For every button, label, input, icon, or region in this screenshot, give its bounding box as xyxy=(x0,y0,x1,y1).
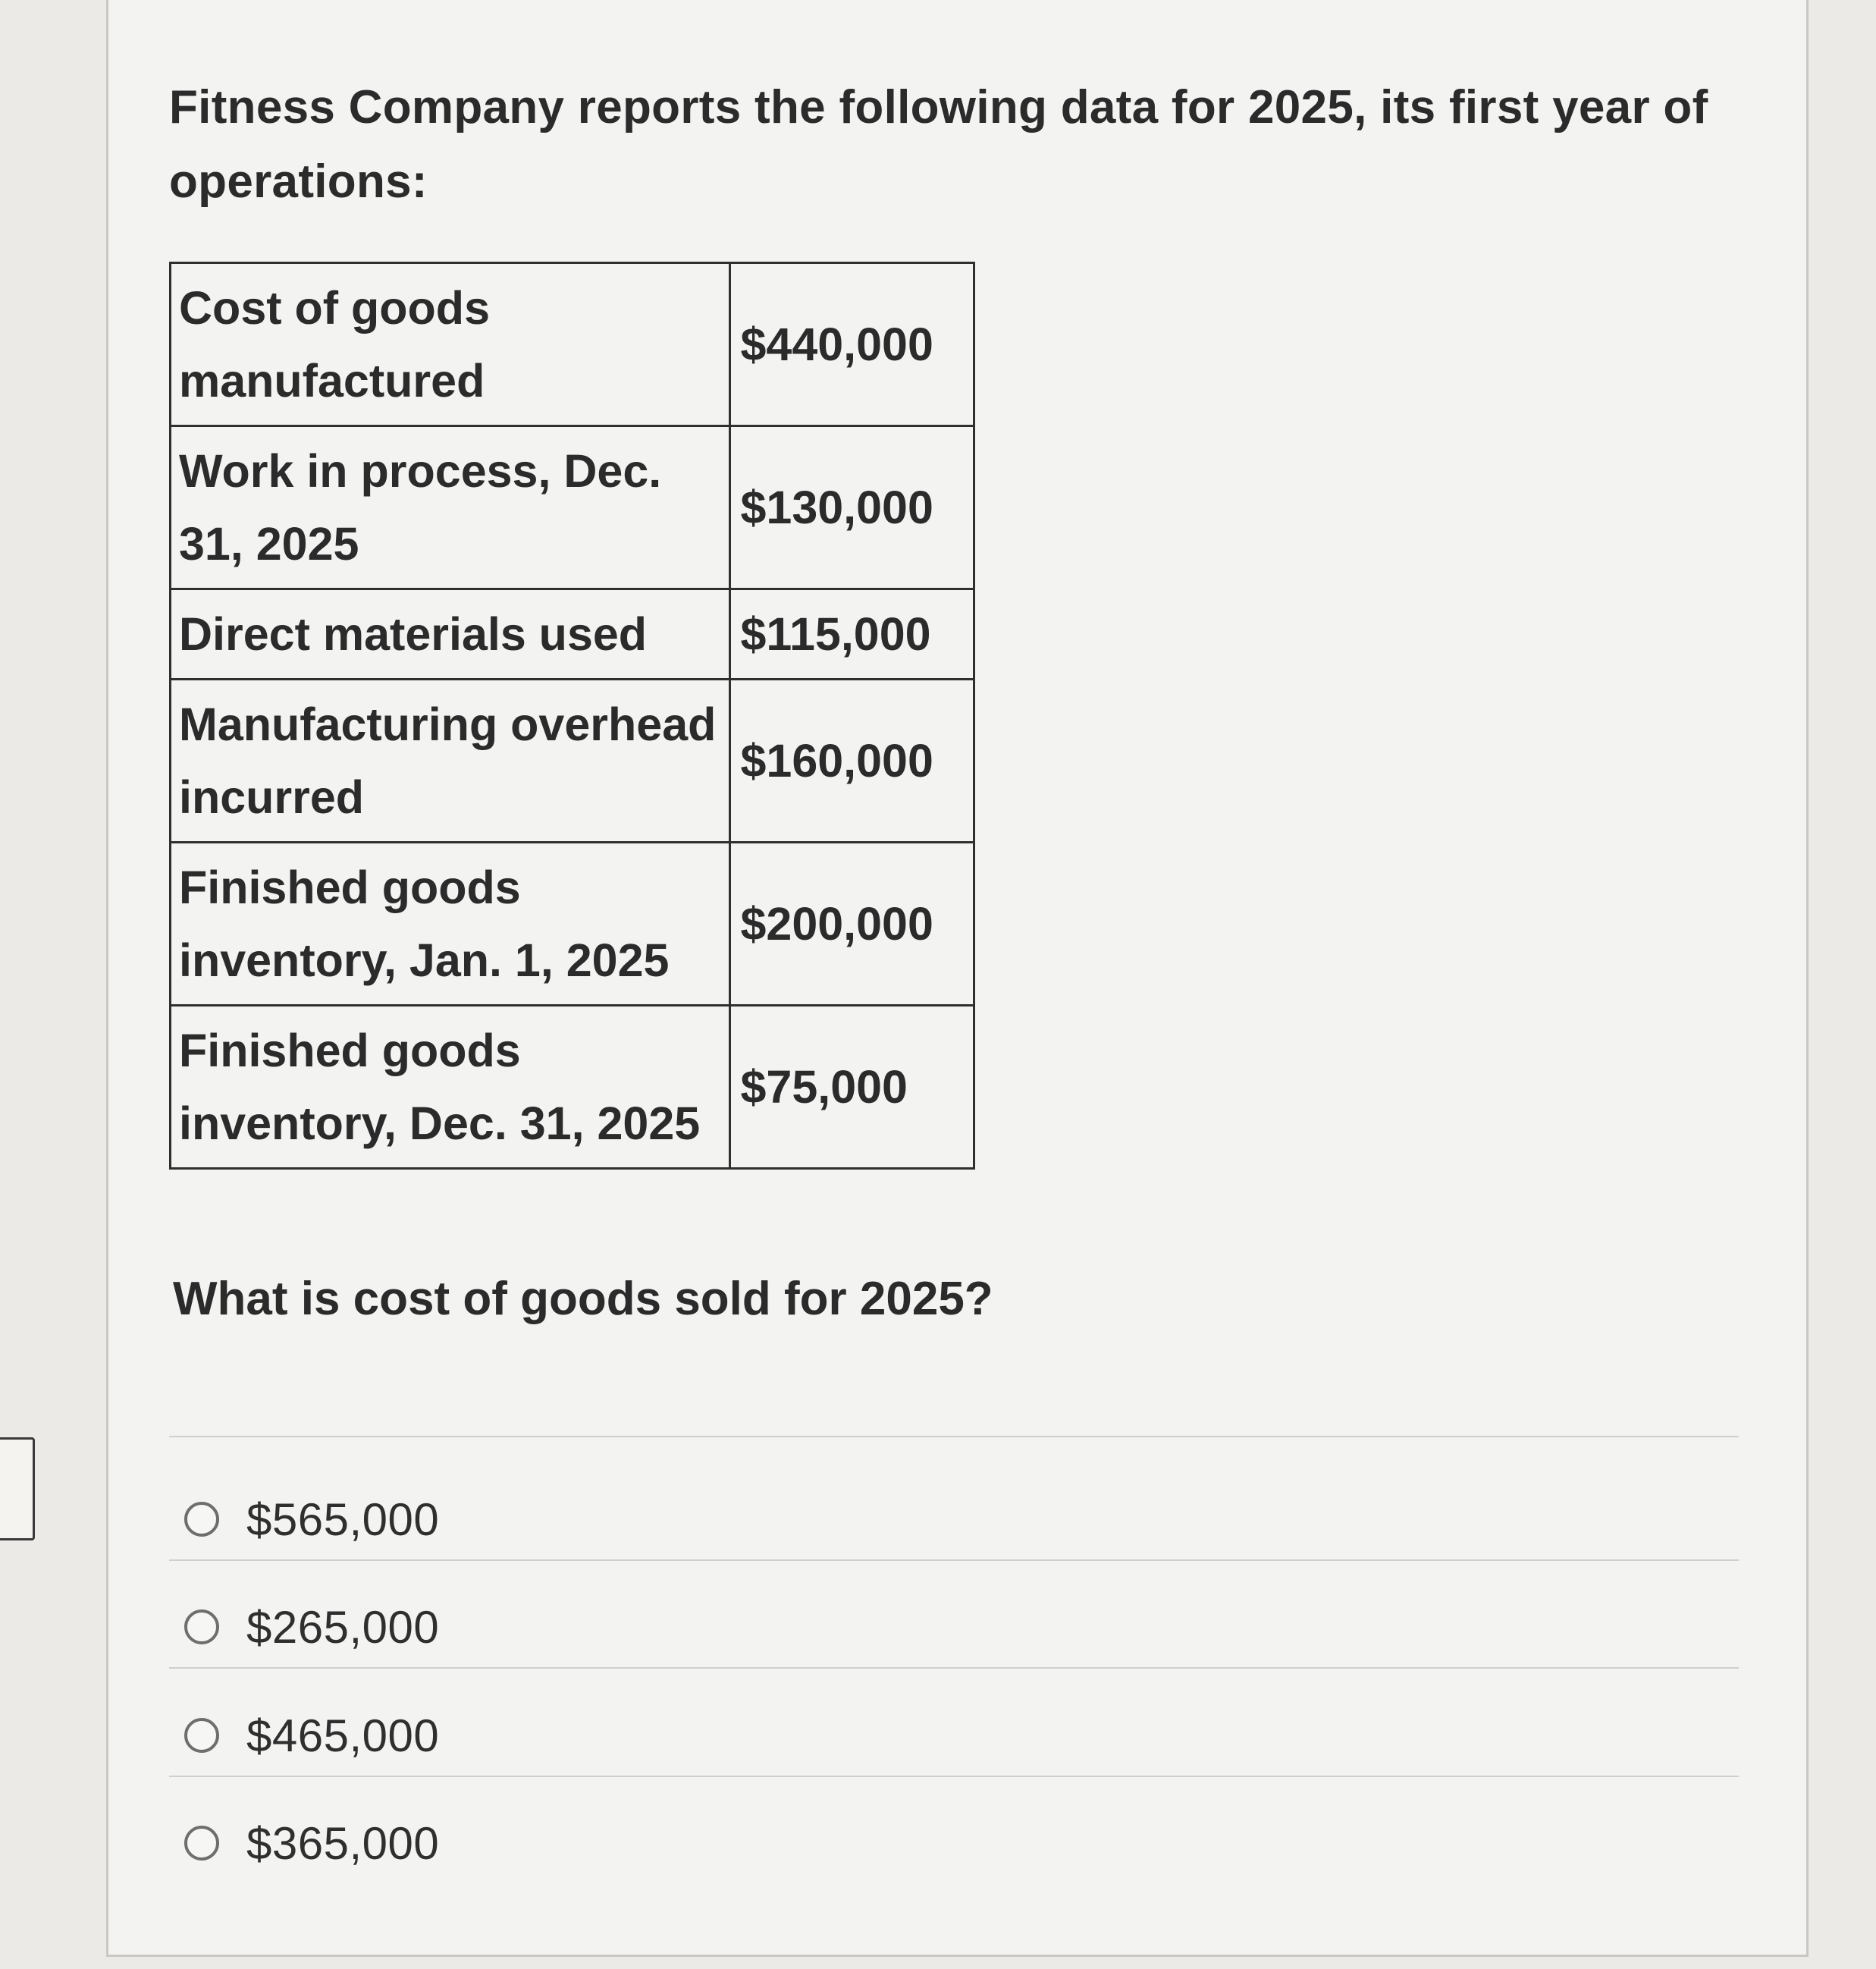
table-row xyxy=(171,263,974,426)
question-intro-text: Fitness Company reports the following data for 2025, its first year of operations: xyxy=(169,81,1708,208)
radio-button[interactable] xyxy=(184,1609,219,1644)
row-value: $115,000 xyxy=(730,589,974,680)
option-label[interactable]: $365,000 xyxy=(246,1817,440,1869)
row-label: Finished goods inventory, Dec. 31, 2025 xyxy=(171,1006,730,1169)
divider xyxy=(169,1559,1739,1561)
radio-button[interactable] xyxy=(184,1502,219,1537)
divider xyxy=(169,1436,1739,1437)
answer-option[interactable] xyxy=(184,1597,439,1657)
option-label[interactable]: $465,000 xyxy=(246,1710,440,1761)
option-label[interactable]: $265,000 xyxy=(246,1601,440,1653)
row-value: $200,000 xyxy=(730,843,974,1006)
row-label: Direct materials used xyxy=(171,589,730,680)
question-prompt: What is cost of goods sold for 2025? xyxy=(173,1273,993,1325)
divider xyxy=(169,1667,1739,1669)
row-label: Work in process, Dec. 31, 2025 xyxy=(171,426,730,589)
row-label: Manufacturing overhead incurred xyxy=(171,680,730,843)
answer-option[interactable] xyxy=(184,1705,439,1766)
row-value: $160,000 xyxy=(730,680,974,843)
row-value: $440,000 xyxy=(730,263,974,426)
question-card xyxy=(106,0,1809,1957)
table-row xyxy=(171,426,974,589)
radio-button[interactable] xyxy=(184,1718,219,1753)
row-label: Cost of goods manufactured xyxy=(171,263,730,426)
row-value: $75,000 xyxy=(730,1006,974,1169)
data-table xyxy=(169,262,975,1170)
row-value: $130,000 xyxy=(730,426,974,589)
table-row xyxy=(171,680,974,843)
option-label[interactable]: $565,000 xyxy=(246,1493,440,1545)
divider xyxy=(169,1776,1739,1777)
radio-button[interactable] xyxy=(184,1826,219,1861)
row-label: Finished goods inventory, Jan. 1, 2025 xyxy=(171,843,730,1006)
adjacent-panel-edge xyxy=(0,1437,35,1540)
answer-option[interactable] xyxy=(184,1813,439,1873)
table-row xyxy=(171,1006,974,1169)
table-row xyxy=(171,843,974,1006)
table-row xyxy=(171,589,974,680)
answer-option[interactable] xyxy=(184,1489,439,1550)
